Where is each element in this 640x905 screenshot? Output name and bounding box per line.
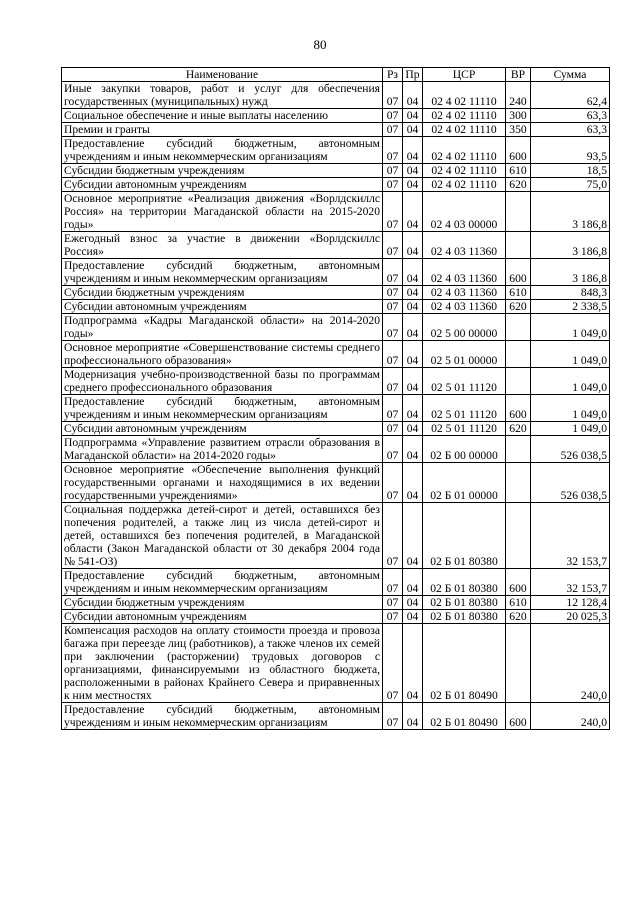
row-sum-cell: 1 049,0: [531, 314, 610, 341]
row-vr-cell: [506, 192, 531, 232]
row-sum-cell: 63,3: [531, 109, 610, 123]
page-number: 80: [313, 37, 327, 52]
table-row: [62, 569, 610, 596]
row-name-cell: Субсидии бюджетным учреждениям: [62, 164, 383, 178]
row-rz-cell: 07: [383, 259, 403, 286]
row-csr-cell: 02 Б 01 00000: [423, 463, 506, 503]
row-name-cell: Предоставление субсидий бюджетным, автономным учреждениям и иным некоммерческим организациям: [62, 703, 383, 730]
row-sum-cell: 63,3: [531, 123, 610, 137]
row-vr-cell: 600: [506, 703, 531, 730]
row-csr-cell: 02 5 01 11120: [423, 422, 506, 436]
row-csr-cell: 02 5 00 00000: [423, 314, 506, 341]
row-sum-cell: 526 038,5: [531, 463, 610, 503]
row-name-cell: Основное мероприятие «Совершенствование системы среднего профессионального образования»: [62, 341, 383, 368]
row-name-cell: Компенсация расходов на оплату стоимости проезда и провоза багажа при переезде лиц (работников), а также членов их семей при заключении (расторжении) трудовых договоров с организациями, финансируемыми из областного бюджета, расположенными в районах Крайнего Севера и приравненных к ним местностях: [62, 624, 383, 703]
row-pr-cell: 04: [403, 232, 423, 259]
row-pr-cell: 04: [403, 300, 423, 314]
row-pr-cell: 04: [403, 436, 423, 463]
row-sum-cell: 18,5: [531, 164, 610, 178]
row-vr-cell: 620: [506, 422, 531, 436]
table-row: [62, 422, 610, 436]
row-vr-cell: 350: [506, 123, 531, 137]
row-pr-cell: 04: [403, 503, 423, 569]
row-csr-cell: 02 4 03 11360: [423, 232, 506, 259]
table-row: [62, 109, 610, 123]
row-vr-cell: 600: [506, 569, 531, 596]
table-row: [62, 368, 610, 395]
row-rz-cell: 07: [383, 503, 403, 569]
row-vr-cell: 620: [506, 610, 531, 624]
row-csr-cell: 02 4 03 11360: [423, 286, 506, 300]
row-sum-cell: 3 186,8: [531, 232, 610, 259]
row-sum-cell: 20 025,3: [531, 610, 610, 624]
row-vr-cell: 600: [506, 259, 531, 286]
table-row: [62, 82, 610, 109]
row-name-cell: Ежегодный взнос за участие в движении «Ворлдскиллс Россия»: [62, 232, 383, 259]
row-csr-cell: 02 4 03 11360: [423, 259, 506, 286]
row-pr-cell: 04: [403, 368, 423, 395]
row-name-cell: Премии и гранты: [62, 123, 383, 137]
row-csr-cell: 02 Б 00 00000: [423, 436, 506, 463]
row-csr-cell: 02 Б 01 80380: [423, 503, 506, 569]
row-vr-cell: [506, 314, 531, 341]
table-row: [62, 341, 610, 368]
row-rz-cell: 07: [383, 395, 403, 422]
table-row: [62, 503, 610, 569]
row-name-cell: Предоставление субсидий бюджетным, автономным учреждениям и иным некоммерческим организациям: [62, 569, 383, 596]
table-row: [62, 596, 610, 610]
row-sum-cell: 93,5: [531, 137, 610, 164]
row-sum-cell: 75,0: [531, 178, 610, 192]
row-rz-cell: 07: [383, 422, 403, 436]
row-sum-cell: 1 049,0: [531, 422, 610, 436]
column-header-name: Наименование: [62, 68, 383, 82]
row-name-cell: Субсидии автономным учреждениям: [62, 610, 383, 624]
row-pr-cell: 04: [403, 259, 423, 286]
table-row: [62, 314, 610, 341]
row-rz-cell: 07: [383, 314, 403, 341]
row-name-cell: Субсидии бюджетным учреждениям: [62, 286, 383, 300]
row-csr-cell: 02 4 02 11110: [423, 82, 506, 109]
row-pr-cell: 04: [403, 192, 423, 232]
row-rz-cell: 07: [383, 82, 403, 109]
row-sum-cell: 526 038,5: [531, 436, 610, 463]
row-csr-cell: 02 5 01 00000: [423, 341, 506, 368]
row-rz-cell: 07: [383, 368, 403, 395]
table-row: [62, 164, 610, 178]
row-rz-cell: 07: [383, 123, 403, 137]
row-sum-cell: 2 338,5: [531, 300, 610, 314]
row-name-cell: Социальное обеспечение и иные выплаты населению: [62, 109, 383, 123]
table-row: [62, 123, 610, 137]
row-vr-cell: [506, 341, 531, 368]
row-csr-cell: 02 5 01 11120: [423, 395, 506, 422]
row-rz-cell: 07: [383, 192, 403, 232]
table-row: [62, 232, 610, 259]
table-body: [62, 82, 610, 730]
row-sum-cell: 3 186,8: [531, 192, 610, 232]
row-rz-cell: 07: [383, 341, 403, 368]
row-name-cell: Социальная поддержка детей-сирот и детей, оставшихся без попечения родителей, а также лиц из числа детей-сирот и детей, оставшихся без попечения родителей, в Магаданской области (Закон Магаданской области от 30 декабря 2004 года № 541-ОЗ): [62, 503, 383, 569]
table-row: [62, 610, 610, 624]
row-pr-cell: 04: [403, 314, 423, 341]
row-rz-cell: 07: [383, 703, 403, 730]
row-pr-cell: 04: [403, 703, 423, 730]
row-csr-cell: 02 4 02 11110: [423, 137, 506, 164]
row-vr-cell: 620: [506, 300, 531, 314]
row-vr-cell: [506, 463, 531, 503]
row-pr-cell: 04: [403, 395, 423, 422]
table-row: [62, 624, 610, 703]
row-pr-cell: 04: [403, 422, 423, 436]
row-name-cell: Субсидии автономным учреждениям: [62, 178, 383, 192]
row-vr-cell: [506, 368, 531, 395]
row-rz-cell: 07: [383, 232, 403, 259]
row-name-cell: Основное мероприятие «Реализация движения «Ворлдскиллс Россия» на территории Магаданской области на 2015-2020 годы»: [62, 192, 383, 232]
row-name-cell: Субсидии автономным учреждениям: [62, 300, 383, 314]
row-name-cell: Модернизация учебно-производственной базы по программам среднего профессионального образования: [62, 368, 383, 395]
row-csr-cell: 02 Б 01 80490: [423, 703, 506, 730]
row-csr-cell: 02 Б 01 80380: [423, 596, 506, 610]
table-row: [62, 286, 610, 300]
row-sum-cell: 1 049,0: [531, 341, 610, 368]
row-pr-cell: 04: [403, 178, 423, 192]
row-sum-cell: 12 128,4: [531, 596, 610, 610]
row-rz-cell: 07: [383, 624, 403, 703]
row-rz-cell: 07: [383, 596, 403, 610]
row-rz-cell: 07: [383, 109, 403, 123]
row-pr-cell: 04: [403, 569, 423, 596]
row-csr-cell: 02 5 01 11120: [423, 368, 506, 395]
row-pr-cell: 04: [403, 463, 423, 503]
row-vr-cell: 610: [506, 596, 531, 610]
row-pr-cell: 04: [403, 624, 423, 703]
row-rz-cell: 07: [383, 164, 403, 178]
row-pr-cell: 04: [403, 596, 423, 610]
budget-table: [61, 67, 610, 730]
row-rz-cell: 07: [383, 463, 403, 503]
row-pr-cell: 04: [403, 341, 423, 368]
column-header-rz: Рз: [383, 68, 403, 82]
row-vr-cell: 600: [506, 137, 531, 164]
row-pr-cell: 04: [403, 123, 423, 137]
row-name-cell: Предоставление субсидий бюджетным, автономным учреждениям и иным некоммерческим организациям: [62, 259, 383, 286]
row-rz-cell: 07: [383, 137, 403, 164]
row-vr-cell: [506, 436, 531, 463]
row-vr-cell: [506, 503, 531, 569]
row-name-cell: Предоставление субсидий бюджетным, автономным учреждениям и иным некоммерческим организациям: [62, 137, 383, 164]
row-sum-cell: 1 049,0: [531, 368, 610, 395]
column-header-vr: ВР: [506, 68, 531, 82]
row-name-cell: Субсидии бюджетным учреждениям: [62, 596, 383, 610]
row-rz-cell: 07: [383, 286, 403, 300]
row-csr-cell: 02 4 02 11110: [423, 178, 506, 192]
table-row: [62, 300, 610, 314]
row-sum-cell: 3 186,8: [531, 259, 610, 286]
row-rz-cell: 07: [383, 569, 403, 596]
column-header-sum: Сумма: [531, 68, 610, 82]
row-sum-cell: 32 153,7: [531, 569, 610, 596]
table-row: [62, 137, 610, 164]
row-pr-cell: 04: [403, 109, 423, 123]
row-name-cell: Субсидии автономным учреждениям: [62, 422, 383, 436]
row-sum-cell: 240,0: [531, 703, 610, 730]
table-row: [62, 259, 610, 286]
table-row: [62, 436, 610, 463]
row-csr-cell: 02 4 03 11360: [423, 300, 506, 314]
table-row: [62, 463, 610, 503]
row-vr-cell: 610: [506, 286, 531, 300]
row-rz-cell: 07: [383, 178, 403, 192]
row-pr-cell: 04: [403, 286, 423, 300]
row-name-cell: Предоставление субсидий бюджетным, автономным учреждениям и иным некоммерческим организациям: [62, 395, 383, 422]
row-csr-cell: 02 Б 01 80490: [423, 624, 506, 703]
row-sum-cell: 240,0: [531, 624, 610, 703]
row-rz-cell: 07: [383, 300, 403, 314]
row-vr-cell: 620: [506, 178, 531, 192]
table-row: [62, 395, 610, 422]
row-sum-cell: 1 049,0: [531, 395, 610, 422]
row-csr-cell: 02 4 03 00000: [423, 192, 506, 232]
table-row: [62, 703, 610, 730]
row-pr-cell: 04: [403, 137, 423, 164]
row-csr-cell: 02 4 02 11110: [423, 109, 506, 123]
row-vr-cell: 600: [506, 395, 531, 422]
table-row: [62, 178, 610, 192]
row-name-cell: Основное мероприятие «Обеспечение выполнения функций государственными органами и находящимися в их ведении государственными учреждениями»: [62, 463, 383, 503]
row-vr-cell: [506, 232, 531, 259]
row-csr-cell: 02 4 02 11110: [423, 123, 506, 137]
row-pr-cell: 04: [403, 164, 423, 178]
row-rz-cell: 07: [383, 436, 403, 463]
row-sum-cell: 32 153,7: [531, 503, 610, 569]
row-name-cell: Подпрограмма «Кадры Магаданской области» на 2014-2020 годы»: [62, 314, 383, 341]
row-csr-cell: 02 Б 01 80380: [423, 569, 506, 596]
column-header-pr: Пр: [403, 68, 423, 82]
column-header-csr: ЦСР: [423, 68, 506, 82]
table-header-row: [62, 68, 610, 82]
table-row: [62, 192, 610, 232]
row-name-cell: Подпрограмма «Управление развитием отрасли образования в Магаданской области» на 2014-2020 годы»: [62, 436, 383, 463]
row-name-cell: Иные закупки товаров, работ и услуг для обеспечения государственных (муниципальных) нужд: [62, 82, 383, 109]
row-rz-cell: 07: [383, 610, 403, 624]
row-sum-cell: 62,4: [531, 82, 610, 109]
row-pr-cell: 04: [403, 610, 423, 624]
row-csr-cell: 02 Б 01 80380: [423, 610, 506, 624]
row-vr-cell: 300: [506, 109, 531, 123]
row-csr-cell: 02 4 02 11110: [423, 164, 506, 178]
row-pr-cell: 04: [403, 82, 423, 109]
row-vr-cell: 610: [506, 164, 531, 178]
row-vr-cell: [506, 624, 531, 703]
row-vr-cell: 240: [506, 82, 531, 109]
row-sum-cell: 848,3: [531, 286, 610, 300]
